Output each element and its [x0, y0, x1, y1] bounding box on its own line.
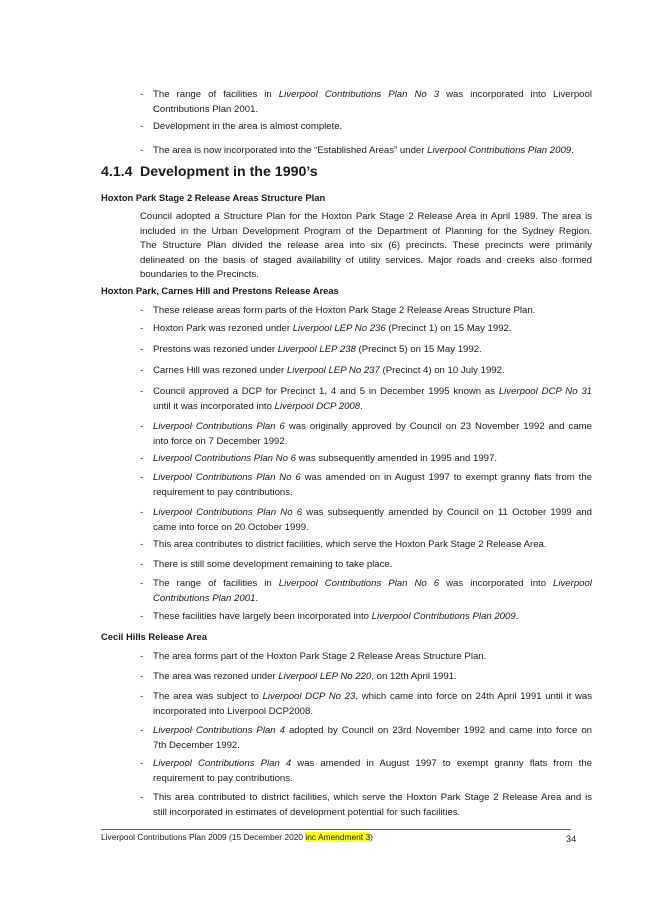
bullet-line: The area was rezoned under Liverpool LEP No 220, on 12th April 1991.: [153, 671, 457, 682]
bullet-dash: -: [140, 792, 144, 803]
bullet-line: These facilities have largely been incorporated into Liverpool Contributions Plan 2009.: [153, 611, 519, 622]
bullet-line: Liverpool Contributions Plan 4 adopted by Council on 23rd November 1992 and came into force on: [153, 725, 592, 736]
section-title: Development in the 1990’s: [140, 164, 318, 180]
bullet-item: [140, 506, 592, 535]
italic-reference: Liverpool Contributions Plan 6: [153, 421, 285, 432]
bullet-line: The range of facilities in Liverpool Contributions Plan No 6 was incorporated into Liverpool: [153, 578, 592, 589]
bullet-item: [140, 385, 592, 414]
italic-reference: Liverpool LEP No 237: [286, 365, 380, 376]
bullet-item: [140, 452, 592, 467]
italic-reference: Liverpool Contributions Plan 4: [153, 758, 292, 769]
bullet-item: [140, 577, 592, 606]
bullet-dash: -: [140, 671, 144, 682]
bullet-dash: -: [140, 453, 144, 464]
bullet-dash: -: [140, 323, 144, 334]
footer-title: Liverpool Contributions Plan 2009 (15 December 2020: [101, 832, 306, 842]
bullet-line: This area contributes to district facilities, which serve the Hoxton Park Stage 2 Release Area.: [153, 539, 547, 550]
bullet-dash: -: [140, 691, 144, 702]
bullet-dash: -: [140, 365, 144, 376]
footer-text: [101, 832, 373, 842]
bullet-item: [140, 88, 592, 117]
bullet-line: The area was subject to Liverpool DCP No 23, which came into force on 24th April 1991 until it was: [153, 691, 593, 702]
paragraph-line: included in the Urban Development Program of the Department of Planning for the Sydney Region.: [140, 225, 592, 237]
bullet-line: 7th December 1992.: [153, 739, 240, 751]
subheading-hoxton-park: Hoxton Park, Carnes Hill and Prestons Release Areas: [101, 285, 339, 296]
bullet-item: [140, 144, 592, 159]
italic-reference: Liverpool Contributions Plan No 6: [278, 578, 440, 589]
bullet-line: Carnes Hill was rezoned under Liverpool LEP No 237 (Precinct 4) on 10 July 1992.: [153, 365, 505, 376]
bullet-line: These release areas form parts of the Hoxton Park Stage 2 Release Areas Structure Plan.: [153, 305, 536, 316]
italic-reference: Liverpool LEP 238: [277, 344, 356, 355]
bullet-line: Council approved a DCP for Precinct 1, 4 and 5 in December 1995 known as Liverpool DCP No 31: [153, 386, 593, 397]
bullet-line: Liverpool Contributions Plan No 6 was amended on in August 1997 to exempt granny flats from the: [153, 472, 592, 483]
bullet-item: [140, 690, 592, 719]
bullet-item: [140, 343, 592, 358]
italic-reference: Liverpool Contributions Plan No 3: [278, 89, 440, 100]
page-number: 34: [566, 834, 577, 844]
bullet-item: [140, 724, 592, 753]
bullet-line: still incorporated in estimates of development potential for such facilities.: [153, 806, 461, 818]
italic-reference: Liverpool Contributions Plan No 6: [153, 453, 296, 464]
footer-highlight: inc Amendment 3: [305, 832, 371, 842]
bullet-line: Prestons was rezoned under Liverpool LEP 238 (Precinct 5) on 15 May 1992.: [153, 344, 482, 355]
bullet-dash: -: [140, 507, 144, 518]
bullet-line: Contributions Plan 2001.: [153, 592, 259, 604]
bullet-line: until it was incorporated into Liverpool DCP 2008.: [153, 400, 363, 412]
bullet-dash: -: [140, 611, 144, 622]
bullet-item: [140, 304, 592, 319]
bullet-dash: -: [140, 421, 144, 432]
bullet-item: [140, 670, 592, 685]
bullet-line: requirement to pay contributions.: [153, 486, 293, 498]
bullet-item: [140, 610, 592, 625]
italic-reference: Liverpool: [553, 578, 592, 589]
italic-reference: Liverpool Contributions Plan 4: [153, 725, 285, 736]
bullet-line: The range of facilities in Liverpool Contributions Plan No 3 was incorporated into Liverpool: [153, 89, 592, 100]
bullet-item: [140, 757, 592, 786]
bullet-line: Development in the area is almost complete.: [153, 121, 343, 132]
paragraph-line: The Structure Plan divided the release area into six (6) precincts. These precincts were primarily: [140, 240, 592, 251]
bullet-line: The area forms part of the Hoxton Park Stage 2 Release Areas Structure Plan.: [153, 651, 487, 662]
bullet-dash: -: [140, 305, 144, 316]
italic-reference: Liverpool LEP No 220: [278, 671, 372, 682]
bullet-line: There is still some development remaining to take place.: [153, 559, 393, 570]
bullet-line: This area contributed to district facilities, which serve the Hoxton Park Stage 2 Release Area and is: [153, 792, 592, 803]
italic-reference: Liverpool Contributions Plan 2009: [427, 145, 572, 156]
bullet-dash: -: [140, 386, 144, 397]
structure-plan-paragraph: [140, 210, 592, 283]
bullet-line: Liverpool Contributions Plan No 6 was subsequently amended by Council on 11 October 1999 and: [153, 507, 592, 518]
italic-reference: Liverpool Contributions Plan No 6: [153, 472, 301, 483]
bullet-item: [140, 322, 592, 337]
italic-reference: Liverpool DCP No 31: [498, 386, 593, 397]
bullet-dash: -: [140, 559, 144, 570]
bullet-line: incorporated into Liverpool DCP2008.: [153, 705, 313, 717]
bullet-line: The area is now incorporated into the “Established Areas” under Liverpool Contributions Plan 2009.: [153, 145, 574, 156]
bullet-item: [140, 538, 592, 553]
bullet-item: [140, 364, 592, 379]
footer-close: ): [370, 832, 373, 842]
bullet-line: Contributions Plan 2001.: [153, 103, 259, 115]
bullet-line: Liverpool Contributions Plan 6 was originally approved by Council on 23 November 1992 and came: [153, 421, 592, 432]
bullet-dash: -: [140, 121, 144, 132]
paragraph-line: boundaries to the Precincts.: [140, 269, 259, 280]
section-number: 4.1.4: [101, 164, 133, 180]
section-heading: [101, 164, 318, 180]
bullet-item: [140, 558, 592, 573]
bullet-item: [140, 650, 592, 665]
paragraph-line: Council adopted a Structure Plan for the Hoxton Park Stage 2 Release Area in April 1989. The area is: [140, 211, 592, 222]
paragraph-line: delineated on the basis of staged availability of utility services. Major roads and creeks also formed: [140, 254, 592, 266]
bullet-line: came into force on 20 October 1999.: [153, 521, 309, 533]
bullet-line: into force on 7 December 1992.: [153, 435, 288, 447]
bullet-dash: -: [140, 89, 144, 100]
bullet-item: [140, 120, 592, 135]
italic-reference: Liverpool DCP No 23: [262, 691, 356, 702]
italic-reference: Contributions Plan 2001: [153, 592, 256, 604]
bullet-dash: -: [140, 145, 144, 156]
subheading-structure-plan: Hoxton Park Stage 2 Release Areas Structure Plan: [101, 192, 326, 203]
bullet-dash: -: [140, 539, 144, 550]
bullet-dash: -: [140, 758, 144, 769]
bullet-line: requirement to pay contributions.: [153, 772, 293, 784]
subheading-cecil-hills: Cecil Hills Release Area: [101, 631, 207, 642]
bullet-dash: -: [140, 472, 144, 483]
bullet-dash: -: [140, 578, 144, 589]
bullet-item: [140, 420, 592, 449]
footer-divider: [101, 829, 571, 830]
italic-reference: Liverpool LEP No 236: [292, 323, 386, 334]
bullet-item: [140, 791, 592, 820]
italic-reference: Liverpool Contributions Plan 2009: [371, 611, 516, 622]
italic-reference: Liverpool Contributions Plan No 6: [153, 507, 303, 518]
bullet-dash: -: [140, 344, 144, 355]
bullet-line: Liverpool Contributions Plan 4 was amended in August 1997 to exempt granny flats from the: [153, 758, 592, 769]
bullet-line: Hoxton Park was rezoned under Liverpool LEP No 236 (Precinct 1) on 15 May 1992.: [153, 323, 512, 334]
bullet-dash: -: [140, 651, 144, 662]
italic-reference: Liverpool DCP 2008: [274, 400, 361, 412]
bullet-item: [140, 471, 592, 500]
bullet-dash: -: [140, 725, 144, 736]
bullet-line: Liverpool Contributions Plan No 6 was subsequently amended in 1995 and 1997.: [153, 453, 498, 464]
